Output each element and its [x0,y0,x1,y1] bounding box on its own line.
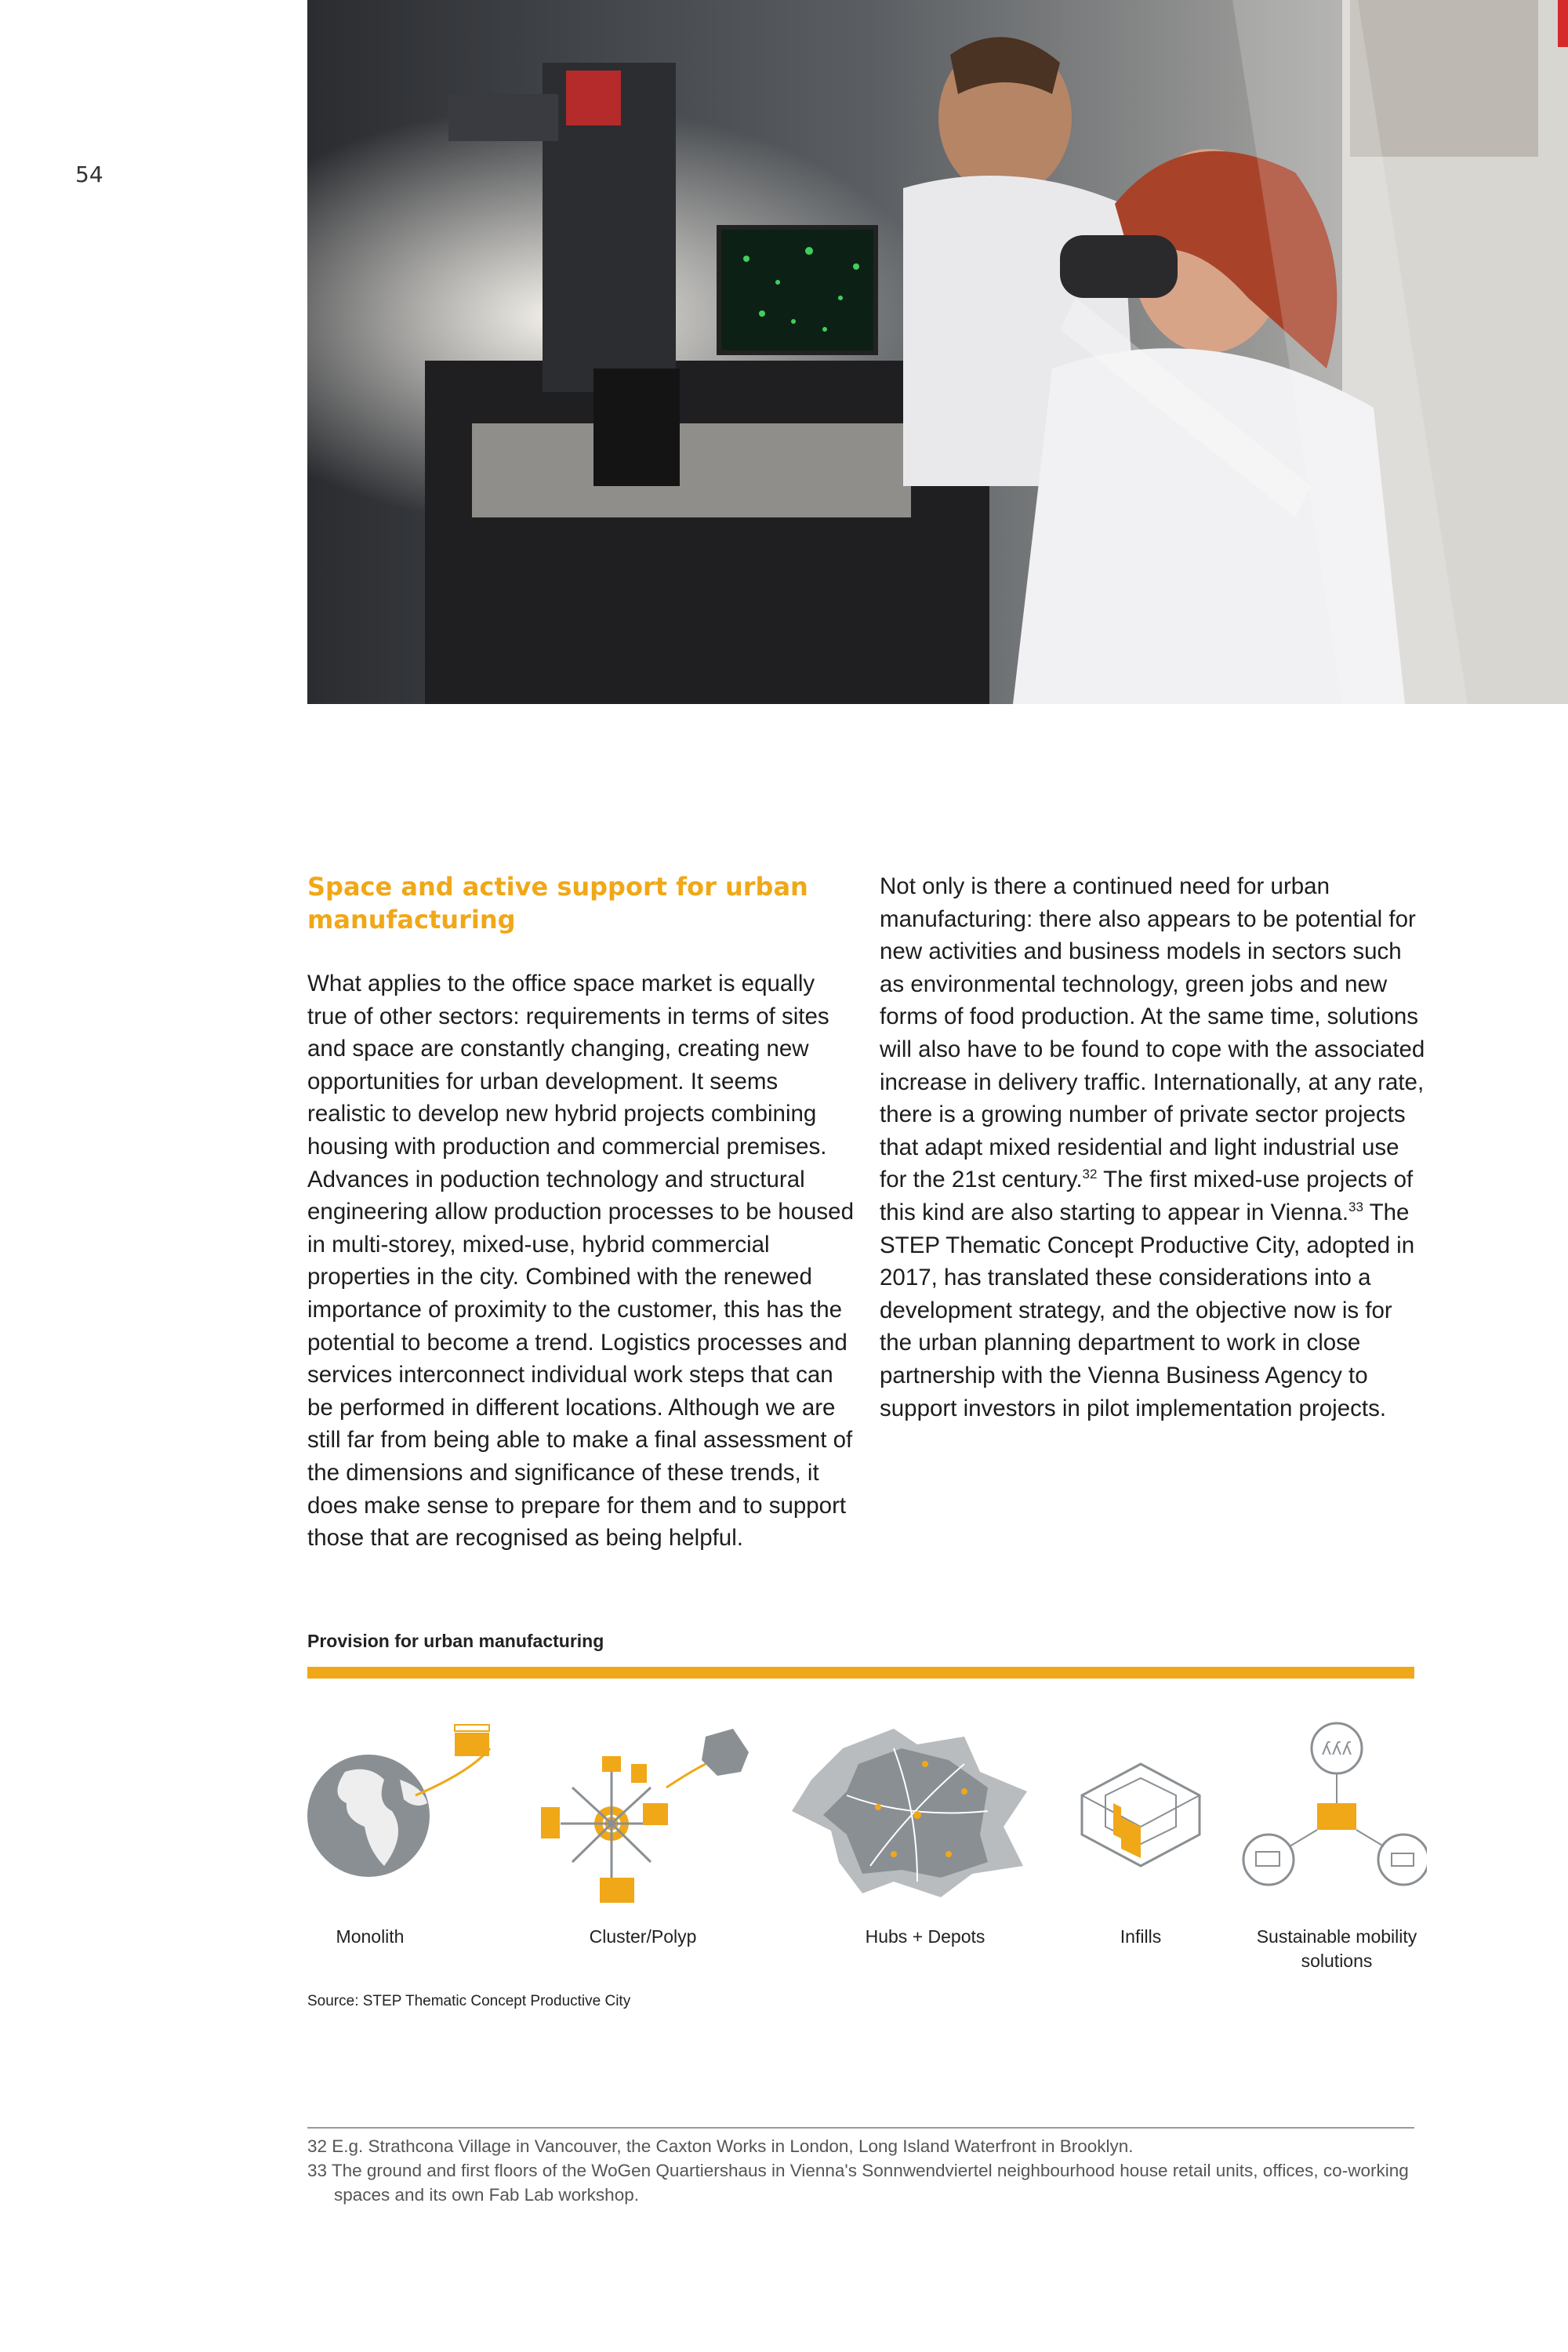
figure-accent-bar [307,1667,1414,1679]
city-map-icon [792,1729,1027,1897]
right-column [880,870,1428,1425]
footnote-33: 33 The ground and first floors of the WoGen Quartiershaus in Vienna's Sonnwendviertel neighbourhood house retail units, offices, co-working spaces and its own Fab Lab workshop. [307,2161,1409,2205]
left-column [307,870,856,1555]
right-text-part1: Not only is there a continued need for urban manufacturing: there also appears to be potential for new activities and business models in sectors such as environmental technology, green jobs and new forms of food production. At the same time, solutions will also have to be found to cope with the associated increase in delivery traffic. Internationally, at any rate, there is a growing number of private sector projects that adapt mixed residential and light industrial use for the 21st century. [880,873,1425,1193]
right-text-part2: The first mixed-use projects of this kind are also starting to appear in Vienna. [880,1167,1414,1225]
figure-source: Source: STEP Thematic Concept Productive City [307,1993,631,2009]
caption-cluster: Cluster/Polyp [589,1926,697,1947]
svg-text:ʎʎʎ: ʎʎʎ [1321,1740,1352,1759]
globe-icon [307,1725,490,1877]
cluster-icon [541,1729,749,1903]
figure-icons [298,1717,1427,1905]
page-number: 54 [75,162,103,187]
caption-mobility: Sustainable mobility solutions [1256,1926,1417,1971]
figure-title: Provision for urban manufacturing [307,1631,604,1651]
footnote-divider [307,2127,1414,2129]
infill-block-icon [1082,1764,1200,1866]
caption-infills: Infills [1120,1926,1162,1947]
footnote-32: 32 E.g. Strathcona Village in Vancouver, the Caxton Works in London, Long Island Waterfront in Brooklyn. [307,2136,1134,2156]
mobility-icon [1243,1723,1427,1885]
left-body-text: What applies to the office space market is equally true of other sectors: requirements in terms of sites and space are constantly changing, creating new opportunities for urban development. It seems realistic to develop new hybrid projects combining housing with production and commercial premises. Advances in poduction technology and structural engineering allow production processes to be housed in multi-storey, mixed-use, hybrid commercial properties in the city. Combined with the renewed importance of proximity to the customer, this has the potential to become a trend. Logistics processes and services interconnect individual work steps that can be performed in different locations. Although we are still far from being able to make a final assessment of the dimensions and significance of these trends, it does make sense to prepare for them and to support those that are recognised as being helpful. [307,971,854,1552]
lab-photo [307,0,1568,704]
caption-hubs-depots: Hubs + Depots [865,1926,985,1947]
footnote-ref-32: 32 [1082,1167,1098,1182]
right-body-text [880,870,1428,1425]
footnote-ref-33: 33 [1348,1200,1363,1215]
right-text-part3: The STEP Thematic Concept Productive City, adopted in 2017, has translated these considerations into a development strategy, and the objective now is for the urban planning department to work in close partnership with the Vienna Business Agency to support investors in pilot implementation projects. [880,1199,1415,1421]
section-heading: Space and active support for urban manufacturing [307,872,808,935]
caption-monolith: Monolith [336,1926,405,1947]
